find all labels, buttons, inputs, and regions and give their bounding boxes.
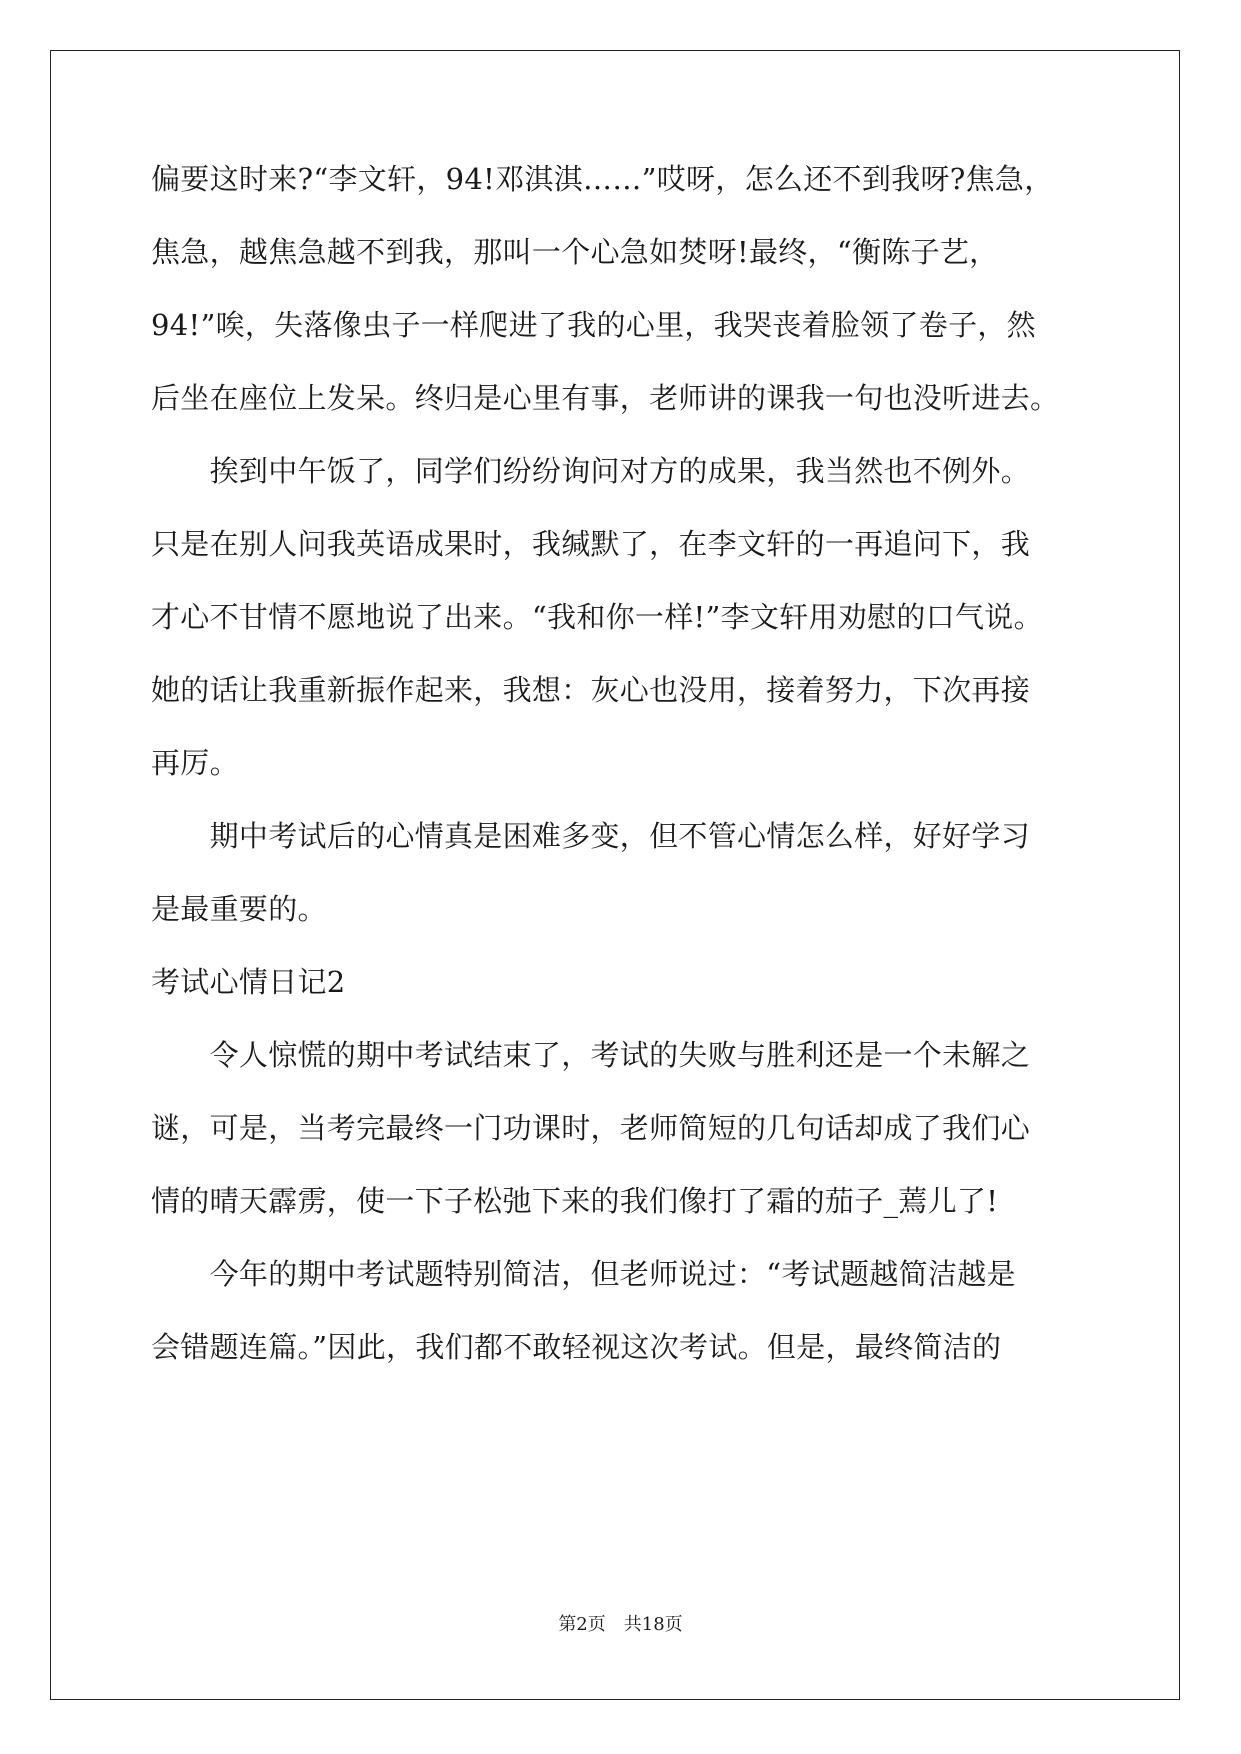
text-line: 会错题连篇。”因此，我们都不敢轻视这次考试。但是，最终简洁的 <box>151 1330 1002 1364</box>
text-line: 今年的期中考试题特别简洁，但老师说过：“考试题越简洁越是 <box>151 1257 1016 1291</box>
text-line: 是最重要的。 <box>151 892 327 926</box>
text-line: 挨到中午饭了，同学们纷纷询问对方的成果，我当然也不例外。 <box>151 454 1031 488</box>
section-heading: 考试心情日记2 <box>151 965 346 999</box>
text-line: 令人惊慌的期中考试结束了，考试的失败与胜利还是一个未解之 <box>151 1038 1031 1072</box>
page-border <box>50 50 1180 1700</box>
text-line: 期中考试后的心情真是困难多变，但不管心情怎么样，好好学习 <box>151 819 1031 853</box>
text-line: 焦急，越焦急越不到我，那叫一个心急如焚呀!最终，“衡陈子艺， <box>151 235 999 269</box>
text-line: 只是在别人问我英语成果时，我缄默了，在李文轩的一再追问下，我 <box>151 527 1031 561</box>
text-line: 她的话让我重新振作起来，我想：灰心也没用，接着努力，下次再接 <box>151 673 1031 707</box>
text-line: 偏要这时来?“李文轩，94!邓淇淇……”哎呀，怎么还不到我呀?焦急， <box>151 162 1054 196</box>
text-line: 后坐在座位上发呆。终归是心里有事，老师讲的课我一句也没听进去。 <box>151 381 1060 415</box>
text-line: 94!”唉，失落像虫子一样爬进了我的心里，我哭丧着脸领了卷子，然 <box>151 308 1036 342</box>
text-line: 再厉。 <box>151 746 239 780</box>
text-line: 才心不甘情不愿地说了出来。“我和你一样!”李文轩用劝慰的口气说。 <box>151 600 1043 634</box>
text-line: 谜，可是，当考完最终一门功课时，老师简短的几句话却成了我们心 <box>151 1111 1031 1145</box>
text-line: 情的晴天霹雳，使一下子松弛下来的我们像打了霜的茄子_蔫儿了! <box>151 1184 999 1218</box>
page-number: 第2页 共18页 <box>558 1614 683 1635</box>
